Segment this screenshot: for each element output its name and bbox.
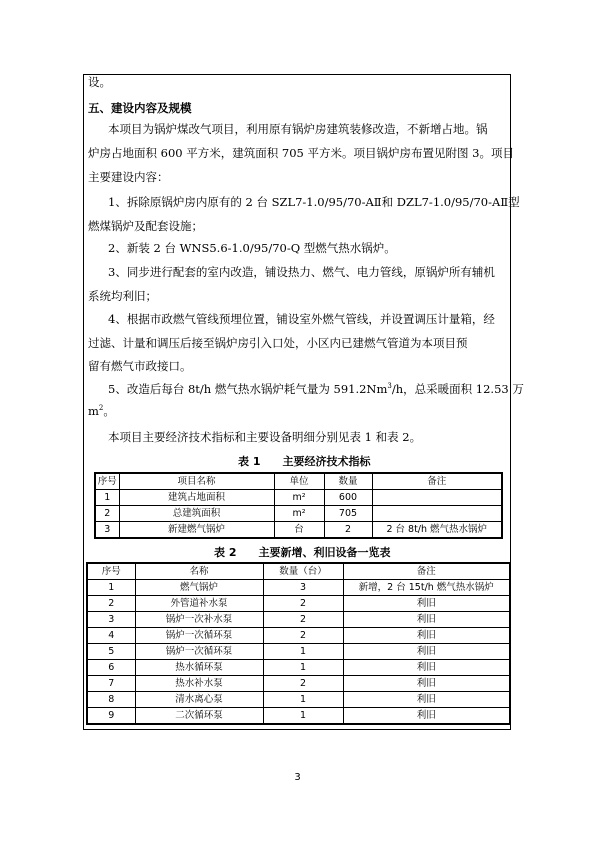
table-1-header: 序号: [95, 473, 119, 490]
section-heading: 五、建设内容及规模: [88, 101, 192, 115]
table-cell: 利旧: [343, 644, 510, 660]
table-2-header: 备注: [343, 563, 510, 580]
table-row: [95, 490, 502, 506]
intro-line-2: 炉房占地面积 600 平方米，建筑面积 705 平方米。项目锅炉房布置见附图 3。项目: [88, 146, 514, 160]
table-cell: 9: [87, 708, 135, 725]
table-cell: m²: [274, 506, 324, 522]
item-5-line-1: 5、改造后每台 8t/h 燃气热水锅炉耗气量为 591.2Nm$^3$/h，总采暖面积 12.53 万: [108, 382, 524, 396]
table-cell: 热水循环泵: [135, 660, 263, 676]
table-row: [95, 522, 502, 539]
summary-text: 本项目主要经济技术指标和主要设备明细分别见表 1 和表 2。: [108, 430, 422, 444]
table-cell: [372, 506, 502, 522]
item-4-line-1: 4、根据市政燃气管线预埋位置，铺设室外燃气管线，并设置调压计量箱，经: [108, 312, 495, 326]
table-cell: 705: [324, 506, 372, 522]
table-cell: 3: [87, 612, 135, 628]
table-cell: 2: [263, 596, 343, 612]
table-cell: 利旧: [343, 628, 510, 644]
table-2-header: 数量（台）: [263, 563, 343, 580]
table-row: [87, 692, 510, 708]
table-row: [87, 612, 510, 628]
table-cell: 4: [87, 628, 135, 644]
table-cell: m²: [274, 490, 324, 506]
table-2-header-row: [87, 563, 510, 580]
table-1-header-row: [95, 473, 502, 490]
item-1-line-2: 燃煤锅炉及配套设施；: [88, 219, 203, 233]
page-number: 3: [294, 772, 301, 783]
table-cell: 1: [87, 580, 135, 596]
table-cell: 总建筑面积: [119, 506, 274, 522]
table-cell: 利旧: [343, 612, 510, 628]
table-cell: 3: [95, 522, 119, 539]
table-cell: 1: [263, 660, 343, 676]
table-row: [87, 628, 510, 644]
table-cell: [372, 490, 502, 506]
table-cell: 新增，2 台 15t/h 燃气热水锅炉: [343, 580, 510, 596]
table-2-caption: 表 2 主要新增、利旧设备一览表: [214, 546, 391, 559]
table-cell: 锅炉一次补水泵: [135, 612, 263, 628]
table-cell: 2: [95, 506, 119, 522]
table-1-header: 备注: [372, 473, 502, 490]
table-cell: 5: [87, 644, 135, 660]
table-cell: 2 台 8t/h 燃气热水锅炉: [372, 522, 502, 539]
table-1: [94, 472, 503, 539]
table-cell: 利旧: [343, 660, 510, 676]
table-cell: 2: [263, 612, 343, 628]
table-2: [86, 562, 511, 725]
item-4-line-2: 过滤、计量和调压后接至锅炉房引入口处，小区内已建燃气管道为本项目预: [88, 336, 468, 350]
table-cell: 利旧: [343, 692, 510, 708]
table-cell: 利旧: [343, 676, 510, 692]
table-cell: 2: [263, 628, 343, 644]
table-cell: 锅炉一次循环泵: [135, 628, 263, 644]
table-cell: 2: [263, 676, 343, 692]
table-row: [87, 708, 510, 725]
table-1-header: 单位: [274, 473, 324, 490]
table-cell: 锅炉一次循环泵: [135, 644, 263, 660]
table-cell: 2: [324, 522, 372, 539]
table-row: [87, 596, 510, 612]
table-cell: 新建燃气锅炉: [119, 522, 274, 539]
table-cell: 8: [87, 692, 135, 708]
continued-text: 设。: [88, 75, 111, 89]
item-3-line-1: 3、同步进行配套的室内改造，铺设热力、燃气、电力管线，原锅炉所有辅机: [108, 265, 495, 279]
table-cell: 利旧: [343, 708, 510, 725]
table-cell: 利旧: [343, 596, 510, 612]
table-2-header: 序号: [87, 563, 135, 580]
table-row: [87, 660, 510, 676]
table-cell: 建筑占地面积: [119, 490, 274, 506]
table-cell: 台: [274, 522, 324, 539]
table-cell: 1: [263, 692, 343, 708]
table-row: [87, 580, 510, 596]
table-cell: 热水补水泵: [135, 676, 263, 692]
item-1-line-1: 1、拆除原锅炉房内原有的 2 台 SZL7-1.0/95/70-AⅡ和 DZL7-1.0/95/70-AⅡ型: [108, 195, 520, 209]
table-cell: 1: [95, 490, 119, 506]
table-cell: 二次循环泵: [135, 708, 263, 725]
item-4-line-3: 留有燃气市政接口。: [88, 359, 192, 373]
table-row: [87, 676, 510, 692]
table-cell: 6: [87, 660, 135, 676]
table-cell: 外管道补水泵: [135, 596, 263, 612]
table-2-header: 名称: [135, 563, 263, 580]
intro-line-1: 本项目为锅炉煤改气项目，利用原有锅炉房建筑装修改造，不新增占地。锅: [108, 122, 488, 136]
table-row: [95, 506, 502, 522]
intro-line-3: 主要建设内容：: [88, 170, 169, 184]
table-1-header: 项目名称: [119, 473, 274, 490]
table-cell: 3: [263, 580, 343, 596]
table-cell: 1: [263, 708, 343, 725]
table-1-caption: 表 1 主要经济技术指标: [238, 455, 371, 468]
table-cell: 7: [87, 676, 135, 692]
table-cell: 1: [263, 644, 343, 660]
table-cell: 2: [87, 596, 135, 612]
item-3-line-2: 系统均利旧；: [88, 289, 157, 303]
table-1-header: 数量: [324, 473, 372, 490]
table-row: [87, 644, 510, 660]
item-5-line-2: $m^2$。: [88, 404, 115, 418]
table-cell: 燃气锅炉: [135, 580, 263, 596]
table-cell: 清水离心泵: [135, 692, 263, 708]
table-cell: 600: [324, 490, 372, 506]
item-2: 2、新装 2 台 WNS5.6-1.0/95/70-Q 型燃气热水锅炉。: [108, 241, 396, 255]
